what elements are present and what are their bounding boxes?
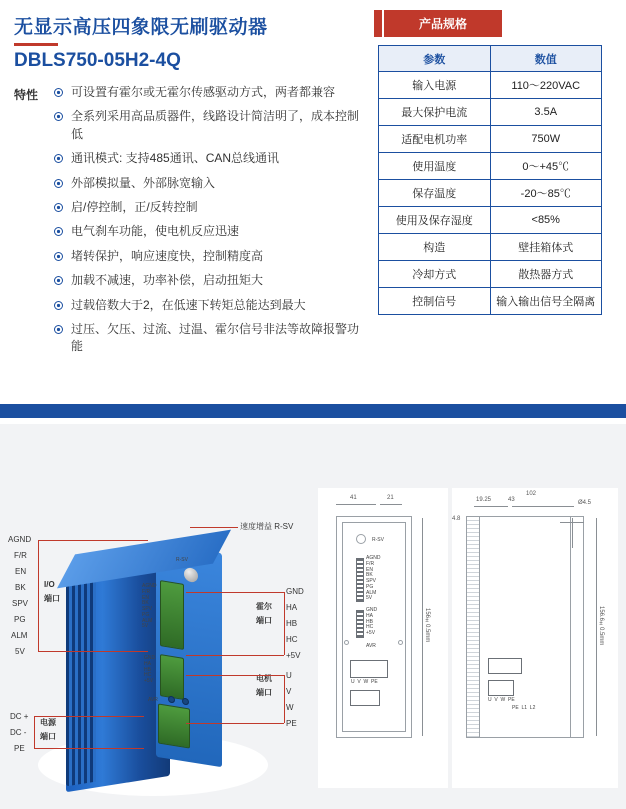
- photo-left-io-labels: 5V: [15, 647, 25, 656]
- table-row: [379, 153, 602, 180]
- spec-name: 保存温度: [379, 180, 491, 207]
- spec-column: [374, 10, 610, 363]
- product-photo: [8, 484, 308, 804]
- bullet-icon: [54, 88, 65, 97]
- table-row: [379, 207, 602, 234]
- dimension-line: [560, 522, 584, 523]
- board-hall-pin-labels: GND HA HB HC +5V: [144, 655, 156, 684]
- io-pin-strip: [356, 558, 364, 602]
- side-power-pin-labels: PE L1 L2: [512, 705, 536, 711]
- feature-text: 外部模拟量、外部脉宽输入: [71, 175, 216, 190]
- front-avr-label: AVR: [366, 643, 376, 649]
- power-port-label-line2: 端口: [40, 732, 56, 741]
- front-io-pin-labels: AGND F/R EN BK SPV PG ALM 5V: [366, 555, 381, 602]
- leader-line: [284, 592, 285, 655]
- photo-left-io-labels: AGND: [8, 535, 32, 544]
- bullet-icon: [54, 276, 65, 285]
- features-label: 特性: [14, 88, 39, 102]
- mounting-hole-icon: [398, 640, 403, 645]
- feature-text: 过载倍数大于2，在低速下转矩总能达到最大: [71, 297, 306, 312]
- leader-line: [34, 748, 144, 749]
- bullet-icon: [54, 203, 65, 212]
- list-item: [54, 223, 366, 240]
- hall-pin-ha: HA: [286, 603, 298, 612]
- spec-value: 壁挂箱体式: [490, 234, 602, 261]
- page-title: 无显示高压四象限无刷驱动器: [14, 17, 268, 38]
- list-item: [54, 272, 366, 289]
- hall-port-label-line1: 霍尔: [256, 602, 272, 611]
- rsv-callout-label: 速度增益 R-SV: [240, 522, 294, 531]
- list-item: [54, 199, 366, 216]
- side-connector-top: [488, 658, 522, 674]
- dimension-text: 41: [350, 495, 357, 501]
- spec-value: <85%: [490, 207, 602, 234]
- photo-left-io-labels: SPV: [12, 599, 29, 608]
- side-fin-block: [466, 516, 480, 738]
- table-row: [379, 126, 602, 153]
- hall-pin-gnd: GND: [286, 587, 304, 596]
- spec-value: 3.5A: [490, 99, 602, 126]
- spec-value: 750W: [490, 126, 602, 153]
- mounting-hole-icon: [168, 695, 175, 703]
- leader-line: [186, 675, 284, 676]
- spec-name: 冷却方式: [379, 261, 491, 288]
- board-avr-label: AVR: [148, 697, 158, 703]
- side-motor-pin-labels: U V W PE: [488, 697, 515, 703]
- dimension-line: [336, 504, 376, 505]
- dimension-text: 156±0.5mm: [424, 608, 430, 643]
- hall-pin-hc: HC: [286, 635, 298, 644]
- side-connector-bottom: [488, 680, 514, 696]
- feature-text: 堵转保护，响应速度快，控制精度高: [71, 248, 264, 263]
- dc-minus-label: DC -: [10, 728, 27, 737]
- spec-name: 控制信号: [379, 288, 491, 315]
- table-row: [379, 99, 602, 126]
- bullet-icon: [54, 301, 65, 310]
- front-view-drawing: [318, 488, 448, 788]
- photo-left-io-labels: BK: [15, 583, 26, 592]
- motor-power-connector: [158, 703, 190, 748]
- rsv-silkscreen-label: R-SV: [176, 557, 188, 563]
- dimension-text: 156.6±0.5mm: [598, 606, 604, 646]
- list-item: [54, 108, 366, 143]
- photo-left-io-labels: EN: [15, 567, 27, 576]
- spec-name: 使用温度: [379, 153, 491, 180]
- dimension-line: [422, 518, 423, 736]
- spec-name: 适配电机功率: [379, 126, 491, 153]
- leader-line: [186, 655, 284, 656]
- dc-plus-label: DC +: [10, 712, 29, 721]
- table-row: [379, 288, 602, 315]
- dimension-line: [596, 518, 597, 736]
- leader-line: [38, 540, 39, 651]
- feature-text: 通讯模式: 支持485通讯、CAN总线通讯: [71, 151, 280, 166]
- bullet-icon: [54, 112, 65, 121]
- spec-name: 使用及保存湿度: [379, 207, 491, 234]
- dimension-line: [512, 506, 574, 507]
- rsv-pot-circle: [356, 534, 366, 544]
- dimension-text: 21: [387, 495, 394, 501]
- features-list: [54, 84, 366, 363]
- spec-value: 0～+45℃: [490, 153, 602, 180]
- heatsink-fins: [66, 570, 96, 787]
- spec-value: 输入输出信号全隔离: [490, 288, 602, 315]
- top-section: [0, 0, 626, 363]
- spec-value: 散热器方式: [490, 261, 602, 288]
- spec-name: 构造: [379, 234, 491, 261]
- dimension-line: [380, 504, 402, 505]
- feature-text: 可设置有霍尔或无霍尔传感驱动方式，两者都兼容: [71, 85, 336, 99]
- mounting-hole-icon: [182, 697, 189, 705]
- motor-pin-v: V: [286, 687, 292, 696]
- spec-table: [378, 45, 602, 315]
- dimension-text: 19.25: [476, 497, 492, 503]
- feature-text: 全系列采用高品质器件，线路设计简洁明了，成本控制低: [71, 109, 360, 141]
- motor-connector-box: [350, 660, 388, 678]
- dimension-text: 43: [508, 497, 515, 503]
- bullet-icon: [54, 325, 65, 334]
- motor-port-label-line2: 端口: [256, 688, 272, 697]
- io-connector: [160, 580, 184, 650]
- front-motor-pin-labels: U V W PE: [351, 679, 378, 685]
- leader-line: [38, 540, 148, 541]
- divider-gap: [0, 418, 626, 422]
- photo-left-io-labels: ALM: [11, 631, 28, 640]
- mounting-hole-icon: [344, 640, 349, 645]
- leader-line: [186, 723, 284, 724]
- leader-line: [34, 716, 35, 748]
- dimension-text: 102: [526, 491, 537, 497]
- motor-pin-pe: PE: [286, 719, 297, 728]
- side-right-edge: [570, 516, 584, 738]
- features-section: [14, 84, 366, 363]
- list-item: [54, 248, 366, 265]
- io-port-label-line2: 端口: [44, 594, 60, 603]
- power-port-label-line1: 电源: [40, 718, 56, 727]
- feature-text: 电气刹车功能，使电机反应迅速: [71, 224, 240, 239]
- list-item: [54, 297, 366, 314]
- motor-pin-w: W: [286, 703, 294, 712]
- list-item: [54, 321, 366, 356]
- spec-value: -20～85℃: [490, 180, 602, 207]
- table-row: [379, 261, 602, 288]
- column-header: 数值: [490, 46, 602, 72]
- feature-text: 过压、欠压、过流、过温、霍尔信号非法等故障报警功能: [71, 321, 360, 354]
- side-view-drawing: [452, 488, 618, 788]
- power-connector-box: [350, 690, 380, 706]
- bullet-icon: [54, 252, 65, 261]
- leader-line: [190, 527, 238, 528]
- io-port-label-line1: I/O: [44, 580, 55, 589]
- model-number: DBLS750-05H2-4Q: [14, 50, 181, 71]
- bullet-icon: [54, 154, 65, 163]
- dimension-line: [474, 506, 508, 507]
- leader-line: [34, 716, 144, 717]
- title-underline: [14, 43, 58, 46]
- board-io-pin-labels: AGND F/R EN BK SPV PG ALM 5V: [142, 583, 157, 630]
- spec-name: 最大保护电流: [379, 99, 491, 126]
- bullet-icon: [54, 227, 65, 236]
- list-item: [54, 84, 366, 101]
- dimension-text: Ø4.5: [578, 500, 592, 506]
- bottom-section: [0, 424, 626, 809]
- list-item: [54, 175, 366, 192]
- hall-pin-hb: HB: [286, 619, 298, 628]
- motor-port-label-line1: 电机: [256, 674, 272, 683]
- hall-connector: [160, 654, 184, 700]
- spec-value: 110～220VAC: [490, 72, 602, 99]
- table-row: [379, 234, 602, 261]
- rsv-label-drawing: R-SV: [372, 537, 384, 543]
- pe-label: PE: [14, 744, 25, 753]
- leader-line: [38, 651, 148, 652]
- leader-line: [186, 592, 284, 593]
- front-hall-pin-labels: GND HA HB HC +5V: [366, 607, 378, 636]
- spec-name: 输入电源: [379, 72, 491, 99]
- table-row: [379, 72, 602, 99]
- hall-pin-strip: [356, 610, 364, 638]
- feature-text: 加载不减速，功率补偿，启动扭矩大: [71, 273, 264, 288]
- column-header: 参数: [379, 46, 491, 72]
- feature-text: 启/停控制，正/反转控制: [71, 199, 198, 214]
- motor-pin-u: U: [286, 671, 292, 680]
- dimension-text: 4.8: [452, 516, 461, 522]
- blue-divider-band: [0, 404, 626, 418]
- leader-line: [284, 675, 285, 723]
- spec-banner: 产品规格: [384, 10, 502, 37]
- table-header-row: [379, 46, 602, 72]
- product-info-column: [14, 10, 374, 363]
- photo-left-io-labels: F/R: [14, 551, 27, 560]
- bullet-icon: [54, 179, 65, 188]
- photo-left-io-labels: PG: [14, 615, 26, 624]
- list-item: [54, 150, 366, 167]
- table-row: [379, 180, 602, 207]
- hall-pin-5v: +5V: [286, 651, 301, 660]
- hall-port-label-line2: 端口: [256, 616, 272, 625]
